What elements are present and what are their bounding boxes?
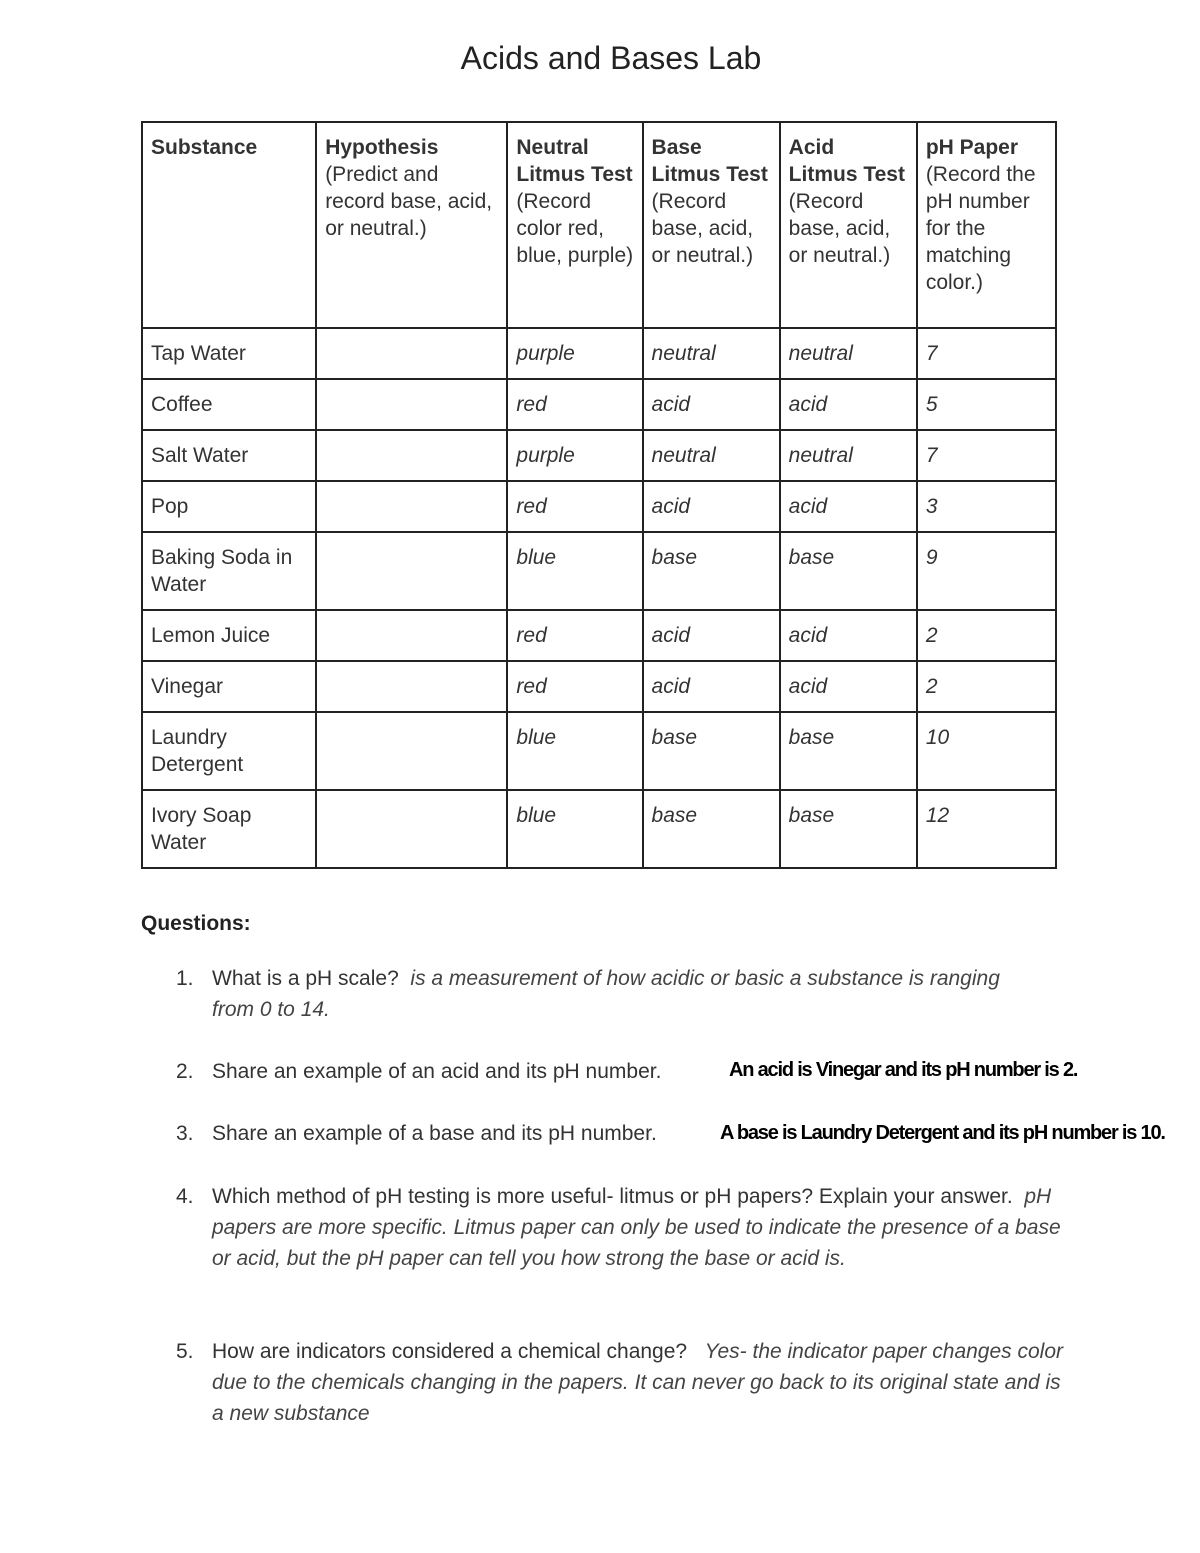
base-litmus-cell: acid <box>643 379 780 430</box>
answer-text[interactable]: pH papers are more specific. Litmus paper can only be used to indicate the presence of a base or acid, but the pH paper can tell you how strong the base or acid is. <box>212 1185 1061 1270</box>
lab-results-table <box>141 121 1057 869</box>
table-row <box>142 610 1056 661</box>
header-ph-paper: pH Paper (Record the pH number for the matching color.) <box>917 122 1056 328</box>
base-litmus-cell: base <box>643 532 780 610</box>
hypothesis-cell[interactable] <box>316 379 507 430</box>
ph-paper-cell: 12 <box>917 790 1056 868</box>
header-hypothesis: Hypothesis (Predict and record base, acid, or neutral.) <box>316 122 507 328</box>
question-text: Share an example of a base and its pH number. <box>212 1122 657 1145</box>
hypothesis-cell[interactable] <box>316 481 507 532</box>
header-neutral-litmus: Neutral Litmus Test (Record color red, blue, purple) <box>507 122 642 328</box>
base-litmus-cell: base <box>643 712 780 790</box>
question-text: Share an example of an acid and its pH number. <box>212 1060 662 1083</box>
substance-cell: Salt Water <box>142 430 316 481</box>
table-row <box>142 328 1056 379</box>
acid-litmus-cell: base <box>780 712 917 790</box>
question-number: 2. <box>176 1060 194 1083</box>
ph-paper-cell: 5 <box>917 379 1056 430</box>
acid-litmus-cell: acid <box>780 379 917 430</box>
substance-cell: Pop <box>142 481 316 532</box>
acid-litmus-cell: base <box>780 532 917 610</box>
ph-paper-cell: 9 <box>917 532 1056 610</box>
neutral-litmus-cell: purple <box>507 328 642 379</box>
question-text: Which method of pH testing is more useful- litmus or pH papers? Explain your answer. <box>212 1185 1013 1208</box>
acid-litmus-cell: acid <box>780 610 917 661</box>
ph-paper-cell: 10 <box>917 712 1056 790</box>
header-base-litmus: Base Litmus Test (Record base, acid, or neutral.) <box>643 122 780 328</box>
hypothesis-cell[interactable] <box>316 712 507 790</box>
question-text: What is a pH scale? <box>212 967 399 990</box>
acid-litmus-cell: acid <box>780 661 917 712</box>
substance-cell: Baking Soda in Water <box>142 532 316 610</box>
neutral-litmus-cell: blue <box>507 712 642 790</box>
question-number: 4. <box>176 1185 194 1208</box>
acid-litmus-cell: acid <box>780 481 917 532</box>
question-number: 1. <box>176 967 194 990</box>
hypothesis-cell[interactable] <box>316 430 507 481</box>
question-number: 5. <box>176 1340 194 1363</box>
substance-cell: Ivory Soap Water <box>142 790 316 868</box>
header-acid-litmus: Acid Litmus Test (Record base, acid, or neutral.) <box>780 122 917 328</box>
substance-cell: Vinegar <box>142 661 316 712</box>
ph-paper-cell: 2 <box>917 610 1056 661</box>
substance-cell: Lemon Juice <box>142 610 316 661</box>
neutral-litmus-cell: red <box>507 661 642 712</box>
neutral-litmus-cell: blue <box>507 790 642 868</box>
base-litmus-cell: base <box>643 790 780 868</box>
base-litmus-cell: acid <box>643 661 780 712</box>
answer-text[interactable]: A base is Laundry Detergent and its pH number is 10. <box>720 1122 1165 1144</box>
acid-litmus-cell: neutral <box>780 328 917 379</box>
neutral-litmus-cell: blue <box>507 532 642 610</box>
acid-litmus-cell: neutral <box>780 430 917 481</box>
table-row <box>142 481 1056 532</box>
hypothesis-cell[interactable] <box>316 661 507 712</box>
table-row <box>142 661 1056 712</box>
hypothesis-cell[interactable] <box>316 790 507 868</box>
table-row <box>142 379 1056 430</box>
table-row <box>142 790 1056 868</box>
ph-paper-cell: 2 <box>917 661 1056 712</box>
base-litmus-cell: neutral <box>643 430 780 481</box>
neutral-litmus-cell: red <box>507 379 642 430</box>
substance-cell: Laundry Detergent <box>142 712 316 790</box>
page-title: Acids and Bases Lab <box>460 40 762 76</box>
substance-cell: Tap Water <box>142 328 316 379</box>
neutral-litmus-cell: red <box>507 481 642 532</box>
table-header-row <box>142 122 1056 328</box>
table-row <box>142 532 1056 610</box>
header-substance: Substance <box>142 122 316 328</box>
substance-cell: Coffee <box>142 379 316 430</box>
base-litmus-cell: neutral <box>643 328 780 379</box>
hypothesis-cell[interactable] <box>316 532 507 610</box>
questions-heading: Questions: <box>141 912 251 935</box>
hypothesis-cell[interactable] <box>316 328 507 379</box>
base-litmus-cell: acid <box>643 610 780 661</box>
ph-paper-cell: 7 <box>917 430 1056 481</box>
ph-paper-cell: 7 <box>917 328 1056 379</box>
neutral-litmus-cell: purple <box>507 430 642 481</box>
table-row <box>142 430 1056 481</box>
answer-text[interactable]: Yes- the indicator paper changes color due to the chemicals changing in the papers. It can never go back to its original state and is a new substance <box>212 1340 1064 1425</box>
table-row <box>142 712 1056 790</box>
ph-paper-cell: 3 <box>917 481 1056 532</box>
neutral-litmus-cell: red <box>507 610 642 661</box>
base-litmus-cell: acid <box>643 481 780 532</box>
acid-litmus-cell: base <box>780 790 917 868</box>
question-number: 3. <box>176 1122 194 1145</box>
answer-text[interactable]: An acid is Vinegar and its pH number is 2. <box>729 1059 1078 1081</box>
answer-text[interactable]: is a measurement of how acidic or basic a substance is ranging from 0 to 14. <box>212 967 1000 1021</box>
hypothesis-cell[interactable] <box>316 610 507 661</box>
question-text: How are indicators considered a chemical change? <box>212 1340 688 1363</box>
